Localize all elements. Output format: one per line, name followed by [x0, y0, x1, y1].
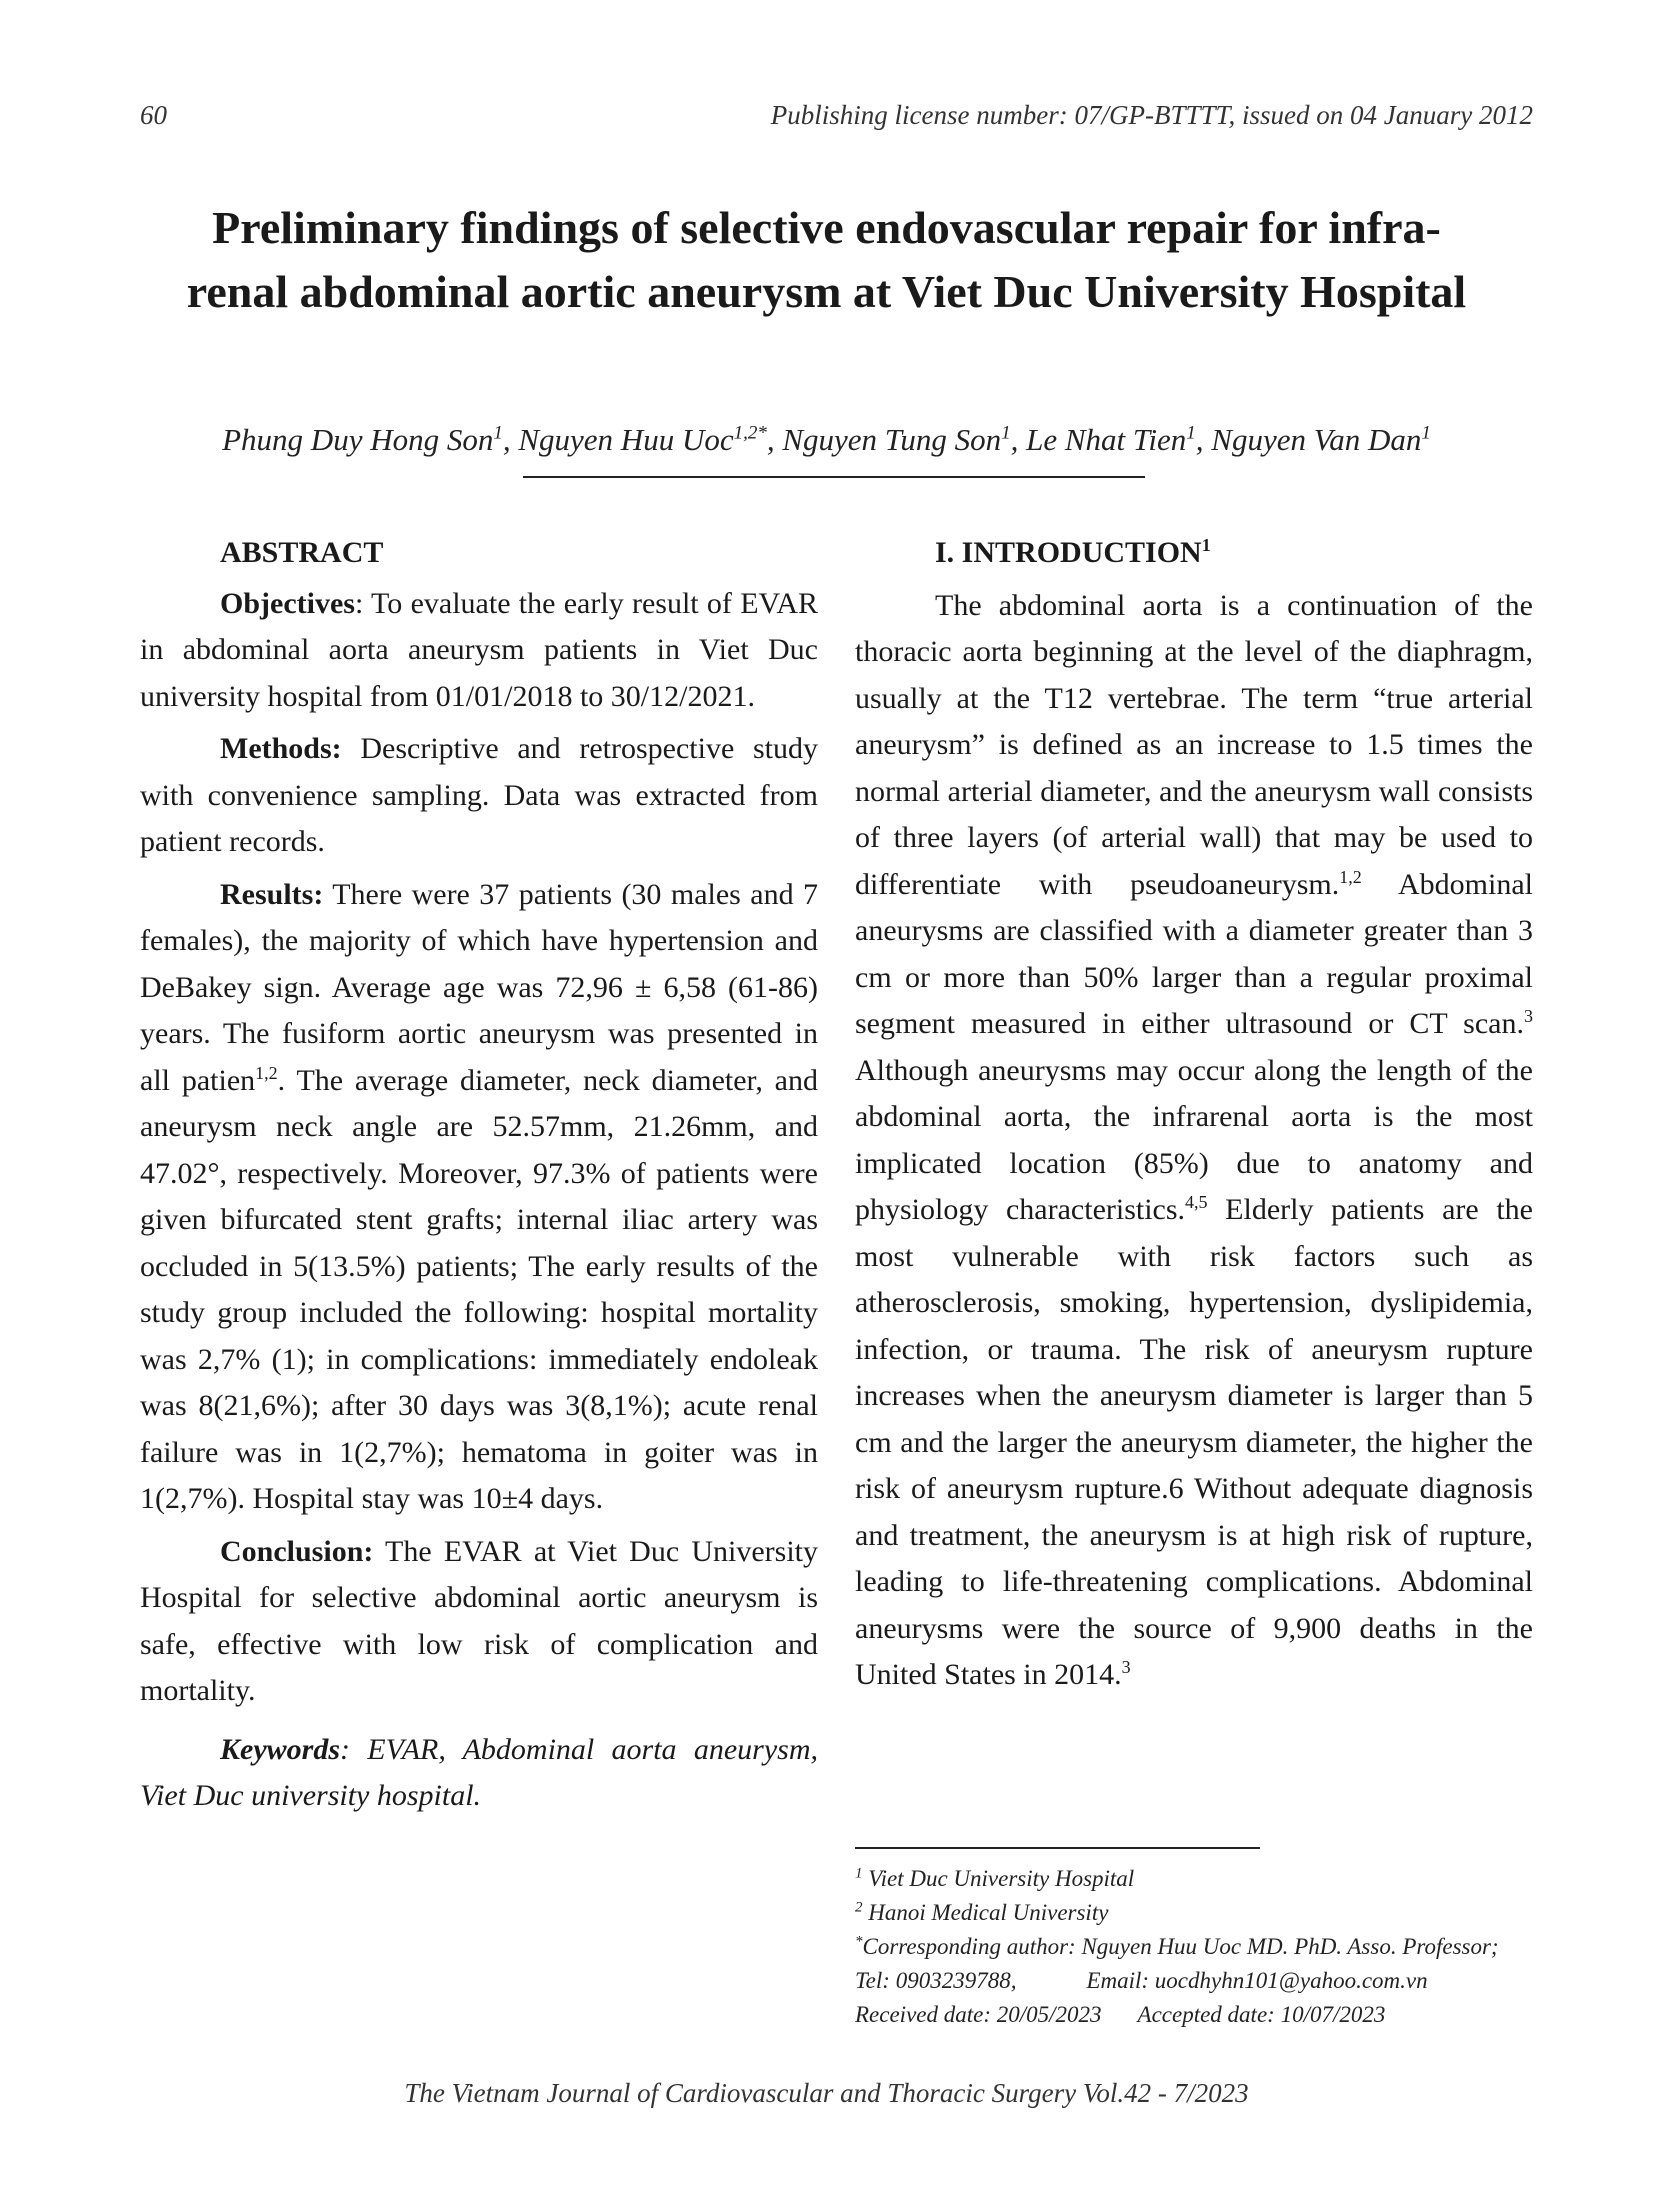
footnote-divider	[855, 1847, 1260, 1849]
journal-footer: The Vietnam Journal of Cardiovascular and Thoracic Surgery Vol.42 - 7/2023	[404, 2078, 1249, 2108]
received-date: Received date: 20/05/2023	[855, 2002, 1102, 2027]
introduction-column	[855, 530, 1533, 1699]
introduction-heading	[855, 530, 1533, 577]
methods-label: Methods:	[220, 732, 342, 765]
author-affiliation-marker: 1	[493, 422, 503, 444]
author-affiliation-marker: 1	[1421, 422, 1431, 444]
affiliation-2-marker: 2	[855, 1899, 863, 1916]
phone-text: Tel: 0903239788,	[855, 1968, 1017, 1993]
citation-marker: 1,2	[1339, 866, 1362, 887]
author-affiliation-marker: 1	[1001, 422, 1011, 444]
author-name: Nguyen Huu Uoc	[518, 422, 734, 457]
introduction-text: Elderly patients are the most vulnerable with risk factors such as atherosclerosis, smoking, hypertension, dyslipidemia, infection, or trauma. The risk of aneurysm rupture increases when the aneurysm diameter is larger than 5 cm and the larger the aneurysm diameter, the higher the risk of aneurysm rupture.6 Without adequate diagnosis and treatment, the aneurysm is at high risk of rupture, leading to life-threatening complications. Abdominal aneurysms were the source of 9,900 deaths in the United States in 2014.	[855, 1193, 1533, 1691]
conclusion-paragraph	[140, 1529, 818, 1715]
results-text: There were 37 patients (30 males and 7 females), the majority of which have hypertension and DeBakey sign. Average age was 72,96 ± 6,58 (61-86) years. The fusiform aortic aneurysm was presented in all patien	[140, 877, 818, 1097]
citation-marker: 4,5	[1185, 1192, 1208, 1212]
contact-line	[855, 1964, 1535, 1998]
introduction-text: Abdominal aneurysms are classified with a diameter greater than 3 cm or more than 50% larger than a regular proximal segment measured in either ultrasound or CT scan.	[855, 867, 1533, 1040]
results-citation: 1,2	[255, 1062, 278, 1083]
abstract-heading: ABSTRACT	[220, 536, 384, 569]
keywords-label: Keywords	[220, 1732, 340, 1766]
accepted-date: Accepted date: 10/07/2023	[1137, 2002, 1386, 2027]
introduction-text: The abdominal aorta is a continuation of the thoracic aorta beginning at the level of the diaphragm, usually at the T12 vertebrae. The term “true arterial aneurysm” is defined as an increase to 1.5 times the normal arterial diameter, and the aneurysm wall consists of three layers (of arterial wall) that may be used to differentiate with pseudoaneurysm.	[855, 588, 1533, 901]
footnotes	[855, 1862, 1535, 2032]
objectives-text: : To evaluate the early result of EVAR in abdominal aorta aneurysm patients in Viet Duc university hospital from 01/01/2018 to 30/12/2021.	[140, 586, 818, 713]
affiliation-1	[855, 1862, 1535, 1896]
article-title: Preliminary findings of selective endovascular repair for infra-renal abdominal aortic aneurysm at Viet Duc University Hospital	[186, 202, 1467, 317]
author-affiliation-marker: 1,2*	[733, 422, 767, 444]
methods-text: Descriptive and retrospective study with convenience sampling. Data was extracted from patient records.	[140, 732, 818, 858]
introduction-text: Although aneurysms may occur along the length of the abdominal aorta, the infrarenal aorta is the most implicated location (85%) due to anatomy and physiology characteristics.	[855, 1053, 1533, 1226]
conclusion-label: Conclusion:	[220, 1534, 374, 1568]
corresponding-author	[855, 1930, 1535, 1964]
author-name: Nguyen Tung Son	[782, 422, 1002, 457]
methods-paragraph	[140, 726, 818, 866]
introduction-heading-note: 1	[1201, 535, 1211, 555]
results-label: Results:	[220, 877, 324, 911]
introduction-paragraph	[855, 583, 1533, 1699]
author-name: Nguyen Van Dan	[1211, 422, 1422, 457]
email-text: Email: uocdhyhn101@yahoo.com.vn	[1086, 1968, 1428, 1993]
introduction-heading-text: I. INTRODUCTION	[935, 536, 1202, 569]
author-name: Le Nhat Tien	[1026, 422, 1187, 457]
results-text-continued: . The average diameter, neck diameter, and aneurysm neck angle are 52.57mm, 21.26mm, and 47.02°, respectively. Moreover, 97.3% of patients were given bifurcated stent grafts; internal iliac artery was occluded in 5(13.5%) patients; The early results of the study group included the following: hospital mortality was 2,7% (1); in complications: immediately endoleak was 8(21,6%); after 30 days was 3(8,1%); acute renal failure was in 1(2,7%); hematoma in goiter was in 1(2,7%). Hospital stay was 10±4 days.	[140, 1063, 818, 1515]
author-divider	[523, 476, 1145, 478]
keywords-text: : EVAR, Abdominal aorta aneurysm, Viet Duc university hospital.	[140, 1732, 818, 1812]
objectives-label: Objectives	[220, 586, 355, 620]
citation-marker: 3	[1524, 1006, 1533, 1026]
affiliation-2-text: Hanoi Medical University	[868, 1900, 1109, 1925]
affiliation-2	[855, 1896, 1535, 1930]
corresponding-author-text: Corresponding author: Nguyen Huu Uoc MD. PhD. Asso. Professor;	[862, 1934, 1499, 1959]
publishing-license: Publishing license number: 07/GP-BTTTT, issued on 04 January 2012	[770, 100, 1533, 130]
author-list: Phung Duy Hong Son$^1$, Nguyen Huu Uoc$^{1,2*}$, Nguyen Tung Son$^1$, Le Nhat Tien$^1$, Nguyen Van Dan$^1$	[222, 422, 1431, 457]
dates-line	[855, 1998, 1535, 2032]
results-paragraph	[140, 872, 818, 1523]
author-affiliation-marker: 1	[1186, 422, 1196, 444]
abstract-column	[140, 530, 818, 1820]
affiliation-1-text: Viet Duc University Hospital	[868, 1866, 1135, 1891]
objectives-paragraph	[140, 581, 818, 721]
page-number: 60	[140, 100, 167, 130]
corresponding-marker: *	[855, 1933, 863, 1950]
citation-marker: 3	[1121, 1657, 1131, 1677]
conclusion-text: The EVAR at Viet Duc University Hospital for selective abdominal aortic aneurysm is safe, effective with low risk of complication and mortality.	[140, 1534, 818, 1707]
affiliation-1-marker: 1	[855, 1865, 863, 1882]
keywords-paragraph	[140, 1727, 818, 1820]
author-name: Phung Duy Hong Son	[222, 422, 494, 457]
